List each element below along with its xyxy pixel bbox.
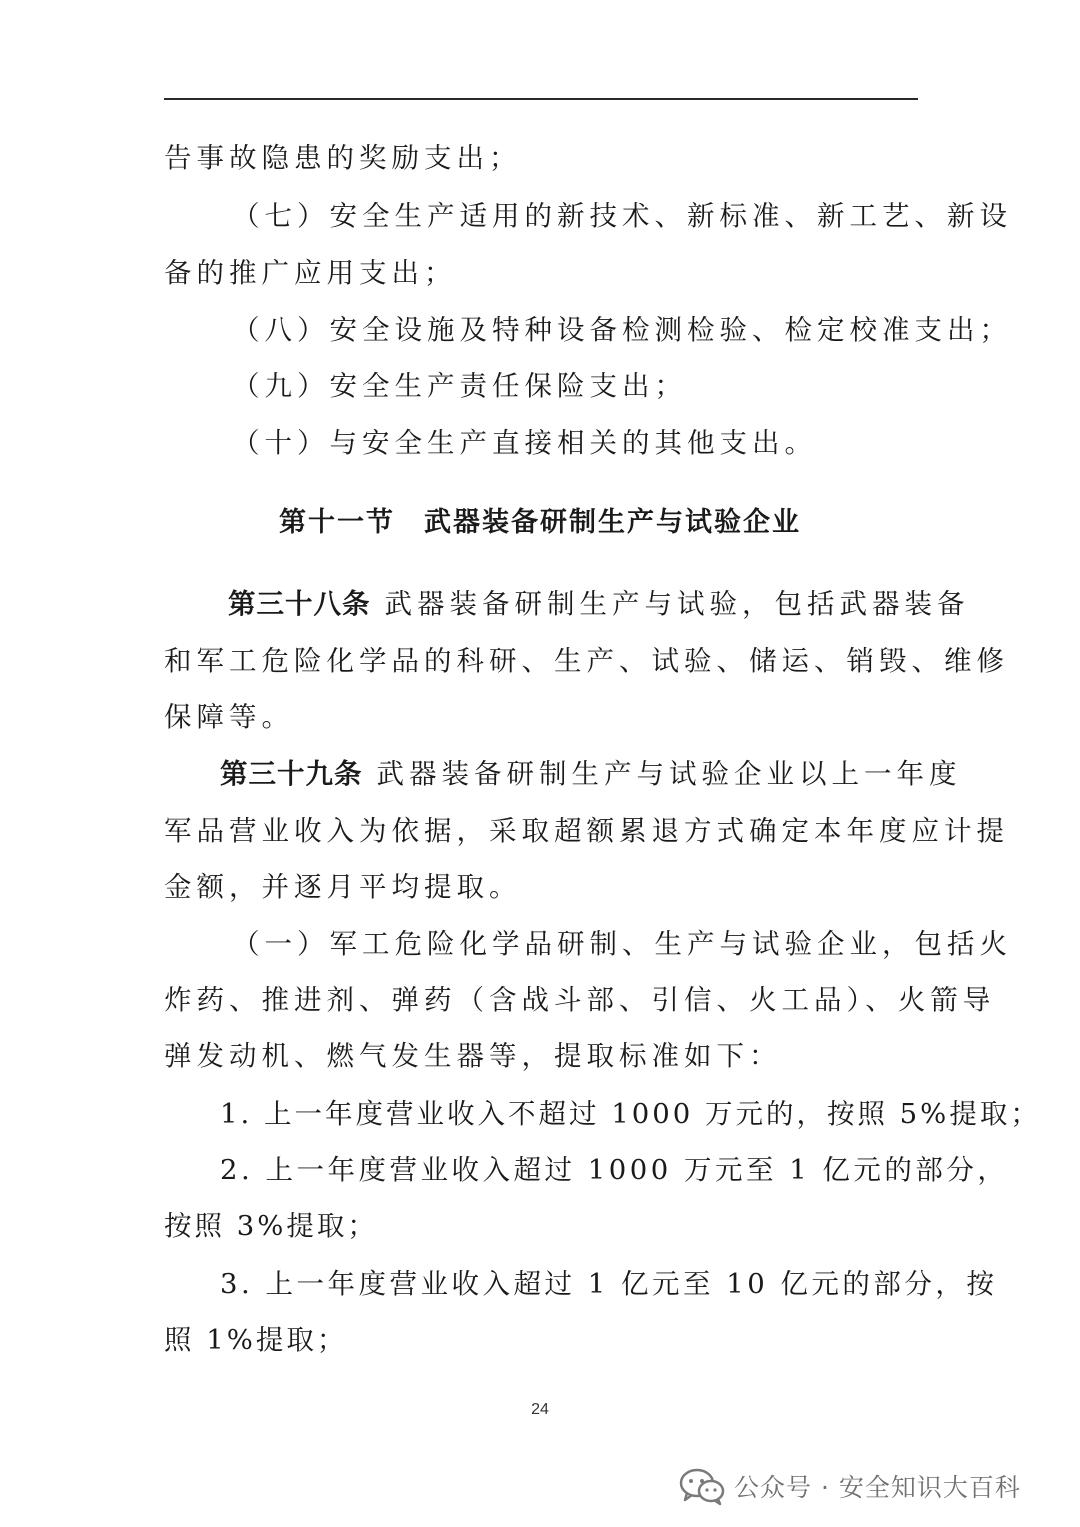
paragraph-line: （八）安全设施及特种设备检测检验、检定校准支出； — [232, 314, 1012, 346]
header-rule — [164, 98, 918, 100]
paragraph-line: 弹发动机、燃气发生器等，提取标准如下： — [164, 1040, 782, 1072]
paragraph-line: 军品营业收入为依据，采取超额累退方式确定本年度应计提 — [164, 815, 1009, 847]
paragraph-line: 备的推广应用支出； — [164, 257, 457, 289]
article-39-text: 武器装备研制生产与试验企业以上一年度 — [376, 758, 962, 790]
paragraph-line: （一）军工危险化学品研制、生产与试验企业，包括火 — [232, 928, 1012, 960]
section-heading: 第十一节 武器装备研制生产与试验企业 — [279, 507, 801, 538]
article-38-label: 第三十八条 — [228, 588, 371, 620]
article-38-text: 武器装备研制生产与试验，包括武器装备 — [384, 588, 970, 620]
paragraph-line: （十）与安全生产直接相关的其他支出。 — [232, 427, 817, 459]
article-39-line — [220, 754, 962, 794]
rate-line: 2. 上一年度营业收入超过 1000 万元至 1 亿元的部分， — [220, 1154, 1009, 1186]
rate-line: 3. 上一年度营业收入超过 1 亿元至 10 亿元的部分，按 — [220, 1268, 998, 1300]
watermark — [678, 1462, 1021, 1510]
paragraph-line: 保障等。 — [164, 701, 294, 733]
paragraph-line: （七）安全生产适用的新技术、新标准、新工艺、新设 — [232, 200, 1012, 232]
rate-line: 照 1%提取； — [164, 1324, 348, 1356]
wechat-icon — [678, 1466, 726, 1506]
paragraph-line: 告事故隐患的奖励支出； — [164, 142, 522, 174]
paragraph-line: 金额，并逐月平均提取。 — [164, 871, 522, 903]
paragraph-line: （九）安全生产责任保险支出； — [232, 370, 687, 402]
rate-line: 1. 上一年度营业收入不超过 1000 万元的，按照 5%提取； — [220, 1098, 1041, 1130]
watermark-text: 公众号 · 安全知识大百科 — [734, 1473, 1021, 1502]
paragraph-line: 和军工危险化学品的科研、生产、试验、储运、销毁、维修 — [164, 645, 1009, 677]
rate-line: 按照 3%提取； — [164, 1210, 378, 1242]
article-38-line — [228, 584, 970, 624]
article-39-label: 第三十九条 — [220, 758, 363, 790]
page-number: 24 — [531, 1401, 549, 1418]
paragraph-line: 炸药、推进剂、弹药（含战斗部、引信、火工品）、火箭导 — [164, 984, 996, 1016]
